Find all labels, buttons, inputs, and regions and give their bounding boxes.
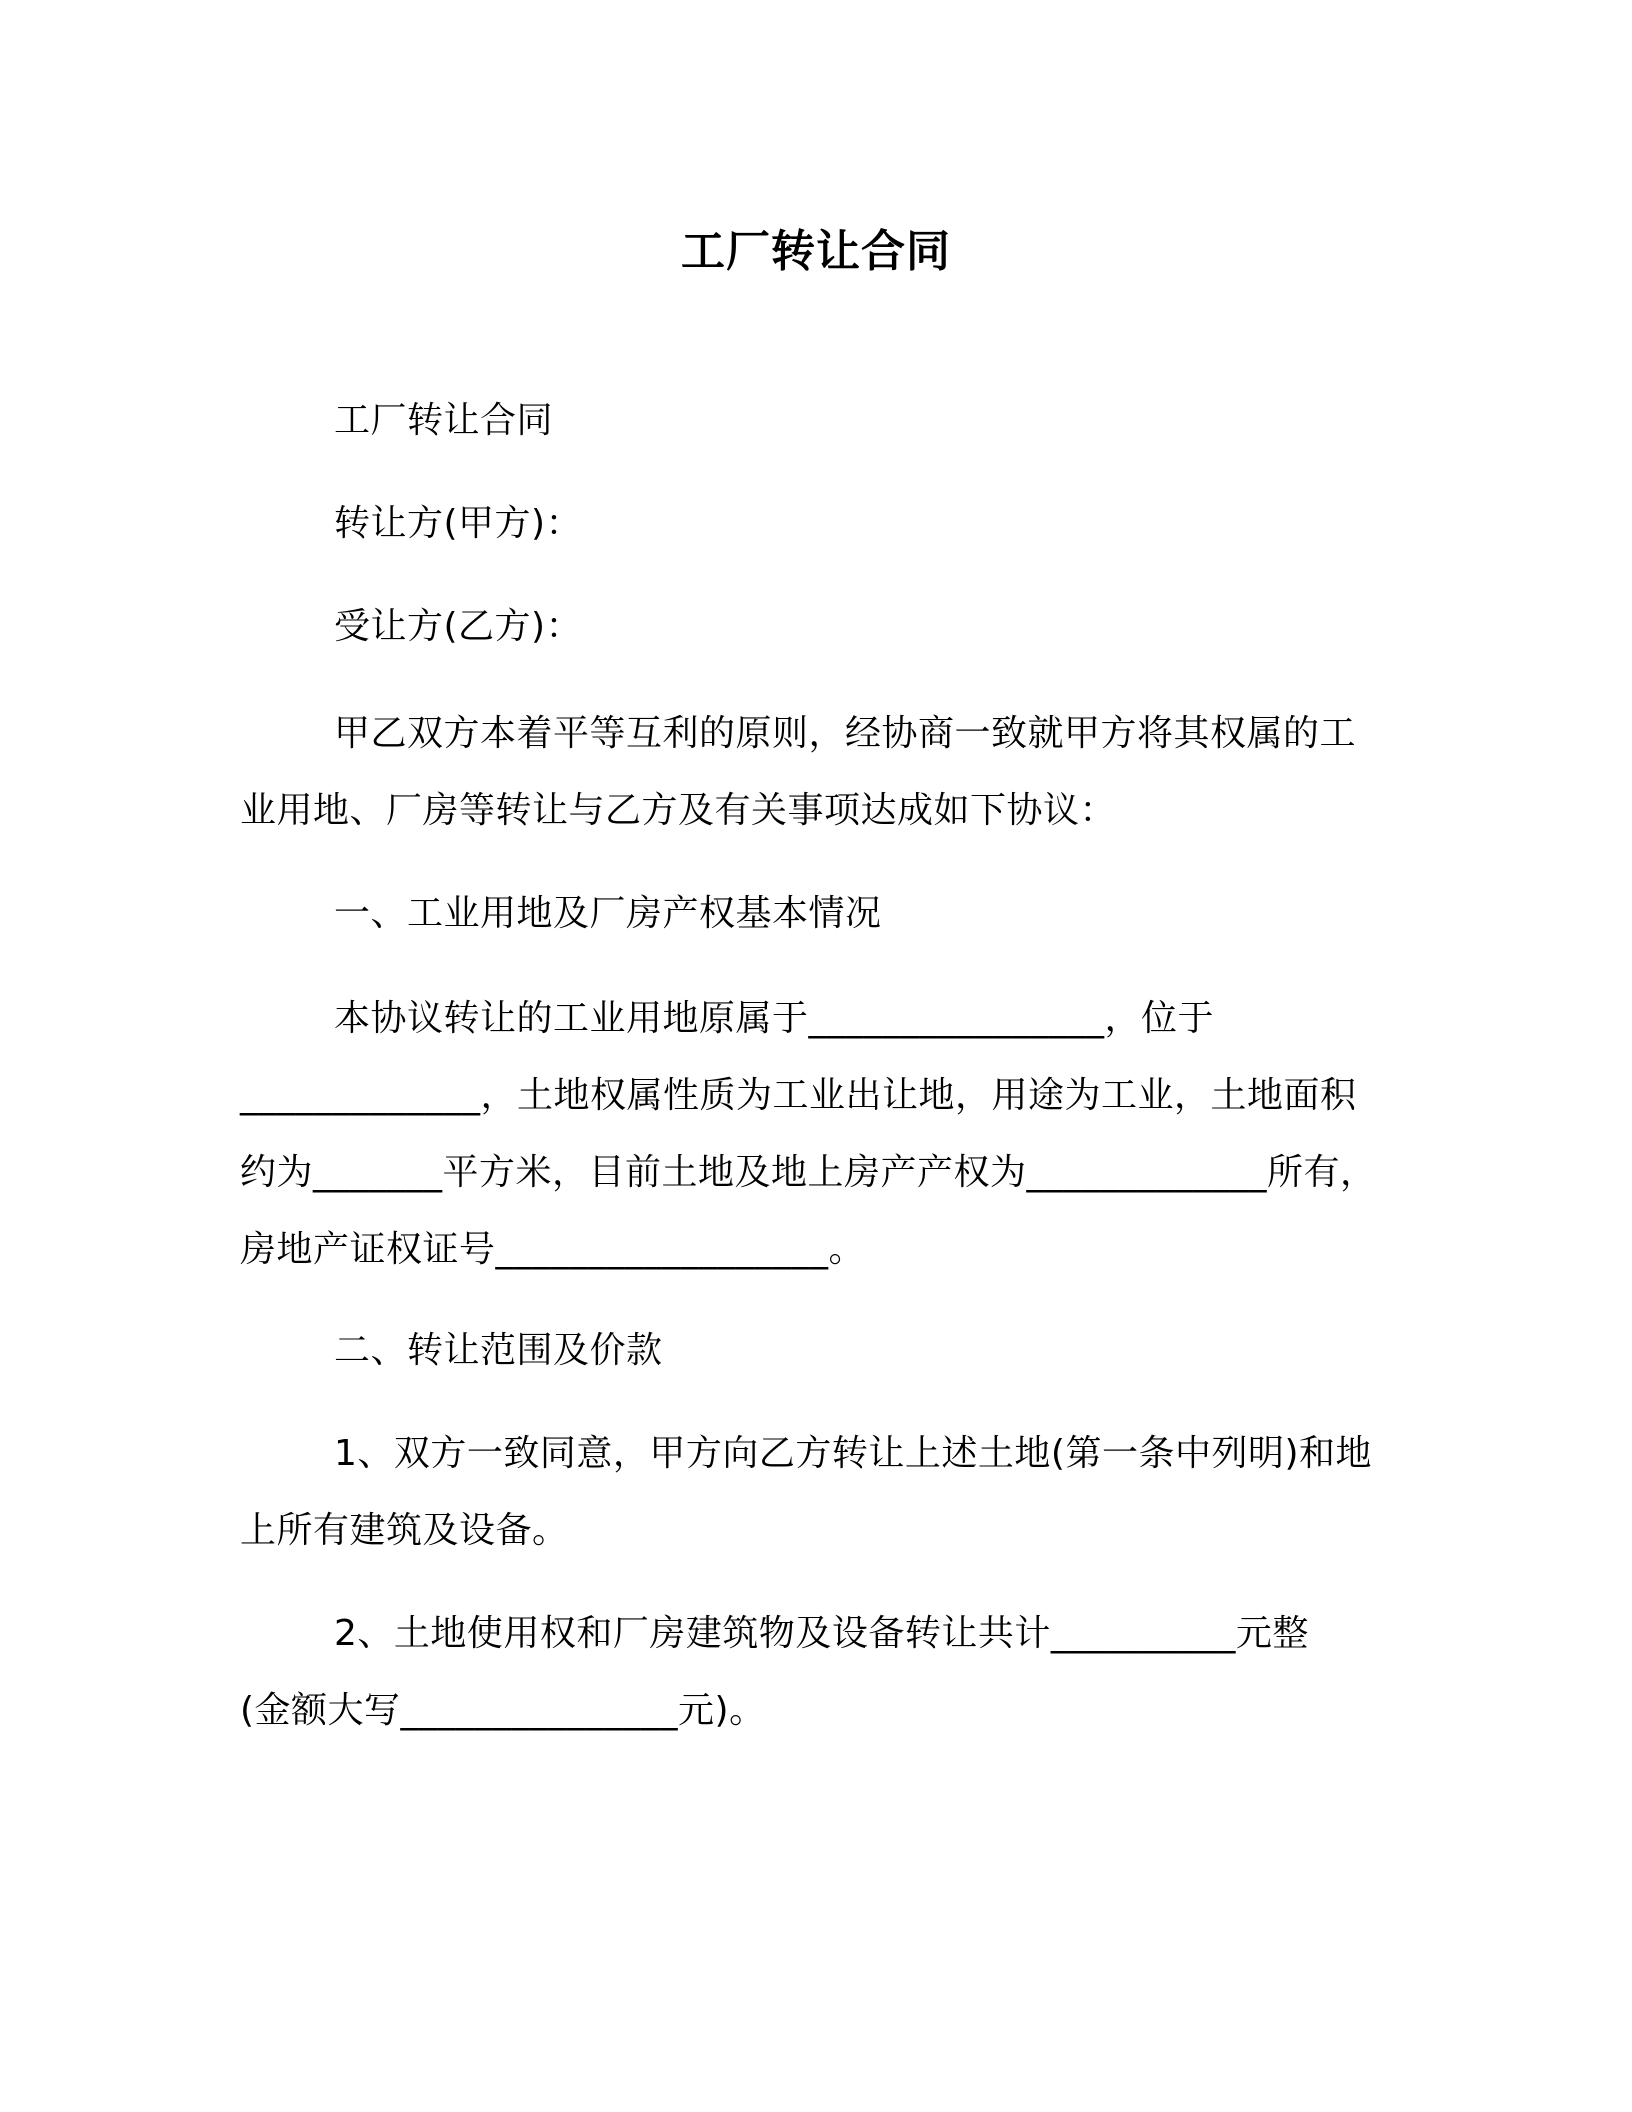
paragraph-line: 二、转让范围及价款 (334, 1330, 663, 1371)
paragraph-line: _____________，土地权属性质为工业出让地，用途为工业，土地面积 (240, 1075, 1357, 1116)
paragraph-preamble (240, 695, 1400, 849)
paragraph-line: (金额大写_______________元)。 (240, 1690, 766, 1731)
paragraph-clause-1 (240, 1415, 1400, 1569)
paragraph-line: 1、双方一致同意，甲方向乙方转让上述土地(第一条中列明)和地 (334, 1433, 1372, 1474)
paragraph-line: 本协议转让的工业用地原属于________________，位于 (334, 998, 1215, 1039)
paragraph-line: 上所有建筑及设备。 (240, 1510, 569, 1551)
paragraph-transferee (240, 588, 1400, 665)
paragraph-contract-heading (240, 382, 1400, 459)
paragraph-line: 一、工业用地及厂房产权基本情况 (334, 893, 882, 934)
paragraph-line: 甲乙双方本着平等互利的原则，经协商一致就甲方将其权属的工 (334, 713, 1357, 754)
paragraph-land-details (240, 980, 1400, 1288)
paragraph-line: 约为_______平方米，目前土地及地上房产产权为_____________所有， (240, 1152, 1377, 1193)
paragraph-line: 房地产证权证号__________________。 (240, 1229, 866, 1270)
section-heading-2 (240, 1312, 1400, 1389)
paragraph-line: 业用地、厂房等转让与乙方及有关事项达成如下协议： (240, 790, 1117, 831)
paragraph-line: 2、土地使用权和厂房建筑物及设备转让共计__________元整 (334, 1613, 1309, 1654)
document-title: 工厂转让合同 (681, 226, 951, 277)
paragraph-clause-2 (240, 1595, 1400, 1749)
section-heading-1 (240, 875, 1400, 952)
paragraph-transferor (240, 485, 1400, 562)
paragraph-line: 受让方(乙方)： (334, 606, 583, 647)
paragraph-line: 转让方(甲方)： (334, 503, 583, 544)
paragraph-line: 工厂转让合同 (334, 400, 554, 441)
